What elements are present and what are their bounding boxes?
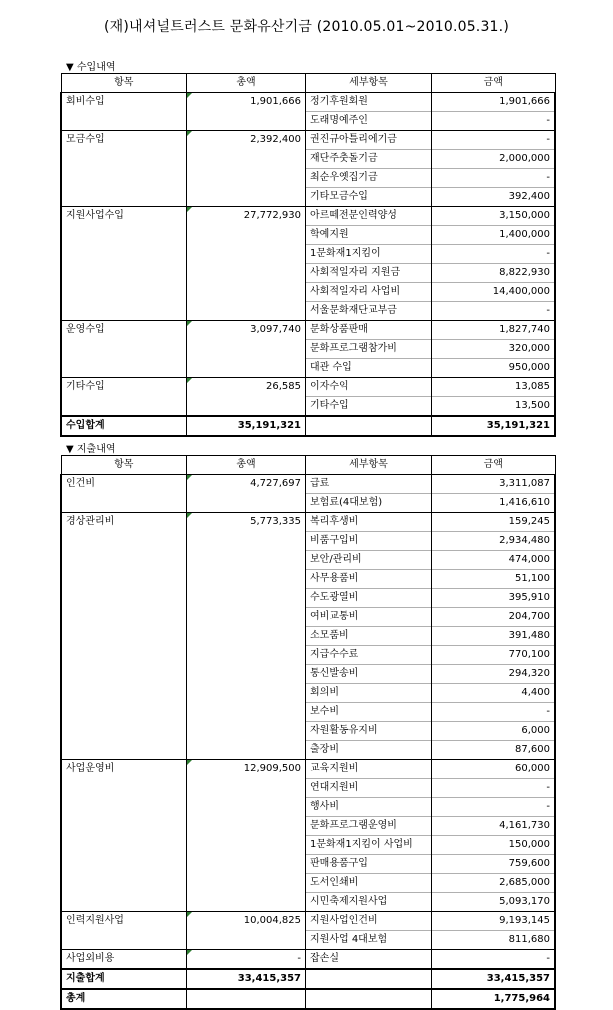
amount-cell: 395,910	[432, 589, 556, 608]
amount-cell: 87,600	[432, 741, 556, 760]
table-row	[61, 684, 555, 703]
category-cell: 인건비	[61, 475, 187, 494]
category-cell	[61, 283, 187, 302]
table-row	[61, 912, 555, 931]
category-cell	[61, 589, 187, 608]
detail-cell: 이자수익	[306, 378, 432, 397]
grand-total-row	[61, 989, 555, 1009]
detail-cell: 지원사업인건비	[306, 912, 432, 931]
detail-cell: 비품구입비	[306, 532, 432, 551]
table-row	[61, 340, 555, 359]
category-cell	[61, 722, 187, 741]
detail-cell: 보수비	[306, 703, 432, 722]
total-cell	[187, 169, 306, 188]
amount-cell: 770,100	[432, 646, 556, 665]
category-cell	[61, 532, 187, 551]
category-cell	[61, 703, 187, 722]
category-cell	[61, 646, 187, 665]
total-cell	[187, 931, 306, 950]
category-cell	[61, 302, 187, 321]
detail-cell: 아르떼전문인력양성	[306, 207, 432, 226]
table-row	[61, 741, 555, 760]
category-cell	[61, 608, 187, 627]
table-row	[61, 302, 555, 321]
category-cell	[61, 359, 187, 378]
table-row	[61, 817, 555, 836]
amount-cell: 392,400	[432, 188, 556, 207]
amount-cell: 13,085	[432, 378, 556, 397]
category-cell	[61, 817, 187, 836]
total-detail-cell	[306, 969, 432, 989]
table-row	[61, 589, 555, 608]
detail-cell: 출장비	[306, 741, 432, 760]
amount-cell: 1,416,610	[432, 494, 556, 513]
table-row	[61, 608, 555, 627]
expense-header-row	[61, 456, 555, 475]
table-row	[61, 570, 555, 589]
category-cell: 회비수입	[61, 93, 187, 112]
amount-cell: 8,822,930	[432, 264, 556, 283]
total-cell	[187, 627, 306, 646]
total-row	[61, 969, 555, 989]
category-cell	[61, 665, 187, 684]
amount-cell: 1,901,666	[432, 93, 556, 112]
total-cell	[187, 283, 306, 302]
detail-cell: 기타모금수입	[306, 188, 432, 207]
table-row	[61, 874, 555, 893]
category-cell	[61, 150, 187, 169]
amount-cell: 320,000	[432, 340, 556, 359]
amount-cell: 159,245	[432, 513, 556, 532]
detail-cell: 최순우옛집기금	[306, 169, 432, 188]
category-cell	[61, 188, 187, 207]
table-row	[61, 397, 555, 417]
category-cell	[61, 169, 187, 188]
detail-header: 세부항목	[306, 456, 432, 475]
category-cell	[61, 245, 187, 264]
detail-cell: 보안/관리비	[306, 551, 432, 570]
detail-cell: 정기후원회원	[306, 93, 432, 112]
amount-cell: 4,400	[432, 684, 556, 703]
detail-cell: 통신발송비	[306, 665, 432, 684]
expense-section-heading: ▼ 지출내역	[66, 444, 116, 455]
amount-cell: -	[432, 779, 556, 798]
total-cell	[187, 397, 306, 417]
detail-cell: 1문화재1지킴이	[306, 245, 432, 264]
amount-cell: 391,480	[432, 627, 556, 646]
category-cell: 지원사업수입	[61, 207, 187, 226]
amount-cell: -	[432, 703, 556, 722]
total-cell: 10,004,825	[187, 912, 306, 931]
table-row	[61, 150, 555, 169]
expense-table	[60, 455, 556, 1010]
income-section-heading: ▼ 수입내역	[66, 62, 116, 73]
income-table	[60, 73, 556, 437]
category-cell: 모금수입	[61, 131, 187, 150]
total-cell: -	[187, 950, 306, 970]
table-row	[61, 378, 555, 397]
table-row	[61, 359, 555, 378]
category-cell	[61, 551, 187, 570]
detail-cell: 기타수입	[306, 397, 432, 417]
amount-cell: 4,161,730	[432, 817, 556, 836]
total-cell	[187, 703, 306, 722]
table-row	[61, 722, 555, 741]
category-cell	[61, 226, 187, 245]
total-cell	[187, 551, 306, 570]
amount-cell: 3,311,087	[432, 475, 556, 494]
table-row	[61, 494, 555, 513]
amount-cell: -	[432, 302, 556, 321]
amount-cell: 6,000	[432, 722, 556, 741]
table-row	[61, 475, 555, 494]
amount-cell: 204,700	[432, 608, 556, 627]
total-cell	[187, 798, 306, 817]
amount-cell: 2,685,000	[432, 874, 556, 893]
total-cell	[187, 741, 306, 760]
amount-cell: 759,600	[432, 855, 556, 874]
total-cell	[187, 532, 306, 551]
amount-cell: -	[432, 245, 556, 264]
table-row	[61, 532, 555, 551]
table-row	[61, 169, 555, 188]
total-sum-cell: 35,191,321	[187, 416, 306, 436]
category-cell	[61, 798, 187, 817]
detail-cell: 문화상품판매	[306, 321, 432, 340]
detail-cell: 교육지원비	[306, 760, 432, 779]
page-title: (재)내셔널트러스트 문화유산기금 (2010.05.01~2010.05.31.)	[104, 19, 509, 35]
category-cell	[61, 779, 187, 798]
total-cell	[187, 836, 306, 855]
total-cell	[187, 112, 306, 131]
detail-cell: 행사비	[306, 798, 432, 817]
category-cell	[61, 893, 187, 912]
amount-cell: 811,680	[432, 931, 556, 950]
category-cell	[61, 855, 187, 874]
detail-cell: 서울문화재단교부금	[306, 302, 432, 321]
category-cell	[61, 112, 187, 131]
table-row	[61, 321, 555, 340]
category-cell: 사업운영비	[61, 760, 187, 779]
amount-cell: 13,500	[432, 397, 556, 417]
amount-cell: 60,000	[432, 760, 556, 779]
amount-cell: 2,934,480	[432, 532, 556, 551]
total-label-cell: 지출합계	[61, 969, 187, 989]
table-row	[61, 798, 555, 817]
total-detail-cell	[306, 416, 432, 436]
table-row	[61, 188, 555, 207]
table-row	[61, 760, 555, 779]
detail-cell: 문화프로그램운영비	[306, 817, 432, 836]
total-cell	[187, 264, 306, 283]
table-row	[61, 245, 555, 264]
total-cell	[187, 494, 306, 513]
table-row	[61, 646, 555, 665]
category-cell	[61, 931, 187, 950]
total-cell	[187, 684, 306, 703]
detail-cell: 급료	[306, 475, 432, 494]
table-row	[61, 226, 555, 245]
amount-cell: 5,093,170	[432, 893, 556, 912]
total-amount-cell: 33,415,357	[432, 969, 556, 989]
total-cell	[187, 722, 306, 741]
category-cell: 경상관리비	[61, 513, 187, 532]
table-row	[61, 950, 555, 970]
total-cell: 3,097,740	[187, 321, 306, 340]
detail-cell: 여비교통비	[306, 608, 432, 627]
total-sum-cell: 33,415,357	[187, 969, 306, 989]
table-row	[61, 627, 555, 646]
total-cell	[187, 188, 306, 207]
table-row	[61, 855, 555, 874]
total-label-cell: 총계	[61, 989, 187, 1009]
detail-cell: 도서인쇄비	[306, 874, 432, 893]
amount-cell: 474,000	[432, 551, 556, 570]
amount-header: 금액	[432, 456, 556, 475]
total-cell: 26,585	[187, 378, 306, 397]
detail-cell: 소모품비	[306, 627, 432, 646]
amount-cell: 3,150,000	[432, 207, 556, 226]
total-cell	[187, 893, 306, 912]
detail-cell: 사회적일자리 지원금	[306, 264, 432, 283]
detail-header: 세부항목	[306, 74, 432, 93]
category-cell	[61, 874, 187, 893]
amount-cell: -	[432, 169, 556, 188]
total-cell	[187, 570, 306, 589]
amount-cell: -	[432, 950, 556, 970]
detail-cell: 지급수수료	[306, 646, 432, 665]
table-row	[61, 836, 555, 855]
detail-cell: 수도광열비	[306, 589, 432, 608]
amount-cell: 294,320	[432, 665, 556, 684]
total-cell	[187, 874, 306, 893]
detail-cell: 대관 수입	[306, 359, 432, 378]
detail-cell: 재단주춧돌기금	[306, 150, 432, 169]
total-cell	[187, 359, 306, 378]
amount-cell: 14,400,000	[432, 283, 556, 302]
category-cell	[61, 397, 187, 417]
total-cell	[187, 779, 306, 798]
detail-cell: 보험료(4대보험)	[306, 494, 432, 513]
table-row	[61, 283, 555, 302]
amount-cell: 51,100	[432, 570, 556, 589]
total-cell	[187, 817, 306, 836]
table-row	[61, 779, 555, 798]
category-cell: 사업외비용	[61, 950, 187, 970]
detail-cell: 지원사업 4대보험	[306, 931, 432, 950]
table-row	[61, 893, 555, 912]
category-cell	[61, 340, 187, 359]
detail-cell: 문화프로그램참가비	[306, 340, 432, 359]
table-row	[61, 112, 555, 131]
table-row	[61, 703, 555, 722]
table-row	[61, 513, 555, 532]
amount-cell: 9,193,145	[432, 912, 556, 931]
detail-cell: 1문화재1지킴이 사업비	[306, 836, 432, 855]
total-cell	[187, 150, 306, 169]
amount-header: 금액	[432, 74, 556, 93]
total-cell	[187, 226, 306, 245]
category-cell	[61, 836, 187, 855]
table-row	[61, 551, 555, 570]
detail-cell: 도래명예주인	[306, 112, 432, 131]
total-cell: 27,772,930	[187, 207, 306, 226]
detail-cell: 학예지원	[306, 226, 432, 245]
table-row	[61, 93, 555, 112]
amount-cell: 1,400,000	[432, 226, 556, 245]
detail-cell: 시민축제지원사업	[306, 893, 432, 912]
detail-cell: 자원활동유지비	[306, 722, 432, 741]
category-cell	[61, 627, 187, 646]
total-cell: 2,392,400	[187, 131, 306, 150]
table-row	[61, 665, 555, 684]
detail-cell: 판매용품구입	[306, 855, 432, 874]
table-row	[61, 207, 555, 226]
total-cell	[187, 646, 306, 665]
amount-cell: 2,000,000	[432, 150, 556, 169]
total-sum-cell	[187, 989, 306, 1009]
category-cell	[61, 684, 187, 703]
table-row	[61, 264, 555, 283]
amount-cell: 1,827,740	[432, 321, 556, 340]
amount-cell: 150,000	[432, 836, 556, 855]
category-cell	[61, 494, 187, 513]
total-cell	[187, 589, 306, 608]
category-cell: 운영수입	[61, 321, 187, 340]
category-header: 항목	[61, 74, 187, 93]
income-header-row	[61, 74, 555, 93]
amount-cell: -	[432, 112, 556, 131]
amount-cell: 950,000	[432, 359, 556, 378]
total-header: 총액	[187, 74, 306, 93]
category-cell: 기타수입	[61, 378, 187, 397]
detail-cell: 사회적일자리 사업비	[306, 283, 432, 302]
total-label-cell: 수입합계	[61, 416, 187, 436]
total-cell	[187, 665, 306, 684]
total-cell	[187, 245, 306, 264]
total-header: 총액	[187, 456, 306, 475]
total-cell	[187, 608, 306, 627]
table-row	[61, 931, 555, 950]
detail-cell: 연대지원비	[306, 779, 432, 798]
total-detail-cell	[306, 989, 432, 1009]
category-cell	[61, 264, 187, 283]
detail-cell: 잡손실	[306, 950, 432, 970]
detail-cell: 회의비	[306, 684, 432, 703]
category-cell: 인력지원사업	[61, 912, 187, 931]
detail-cell: 권진규아틀리에기금	[306, 131, 432, 150]
category-header: 항목	[61, 456, 187, 475]
total-cell: 4,727,697	[187, 475, 306, 494]
total-cell	[187, 855, 306, 874]
detail-cell: 복리후생비	[306, 513, 432, 532]
total-cell: 1,901,666	[187, 93, 306, 112]
total-amount-cell: 35,191,321	[432, 416, 556, 436]
total-cell: 12,909,500	[187, 760, 306, 779]
table-row	[61, 131, 555, 150]
total-cell	[187, 340, 306, 359]
amount-cell: -	[432, 131, 556, 150]
detail-cell: 사무용품비	[306, 570, 432, 589]
category-cell	[61, 570, 187, 589]
total-cell: 5,773,335	[187, 513, 306, 532]
category-cell	[61, 741, 187, 760]
amount-cell: -	[432, 798, 556, 817]
total-row	[61, 416, 555, 436]
total-cell	[187, 302, 306, 321]
total-amount-cell: 1,775,964	[432, 989, 556, 1009]
